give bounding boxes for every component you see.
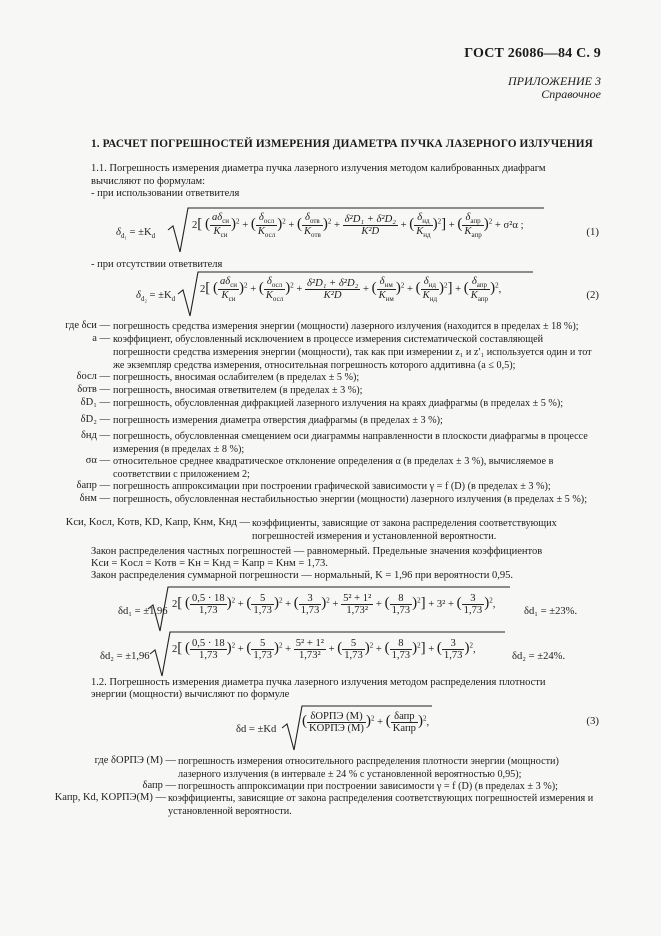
definition-term: Kси, Kосл, Kотв, KD, Kапр, Kнм, Kнд — bbox=[65, 517, 250, 528]
appendix-label bbox=[508, 75, 601, 101]
section-heading: 1. РАСЧЕТ ПОГРЕШНОСТЕЙ ИЗМЕРЕНИЯ ДИАМЕТРА ПУЧКА ЛАЗЕРНОГО ИЗЛУЧЕНИЯ bbox=[91, 138, 593, 150]
case-without-coupler: - при отсутствии ответвителя bbox=[91, 259, 223, 270]
definition-term: где δОРПЭ (М) — bbox=[94, 755, 176, 766]
law-line1: Закон распределения частных погрешностей — равномерный. Предельные значения коэффициентов bbox=[91, 546, 543, 557]
definition-term: σα — bbox=[85, 455, 110, 466]
num1-lhs: δd₁ = ±1,96 bbox=[118, 606, 168, 617]
eq2-lhs: $\delta_{d_2} = \pm K_d$ bbox=[136, 290, 176, 304]
eq3-number: (3) bbox=[586, 715, 599, 727]
definition-text: погрешность, обусловленная смещением оси диаграммы направленности в плоскости диафрагмы в процессе измерения (в пределах ± 8 %); bbox=[113, 431, 588, 455]
eq1-radical bbox=[168, 206, 172, 210]
definition-text: погрешность аппроксимации при построении зависимости γ = f (D) (в пределах ± 3 %); bbox=[178, 781, 558, 792]
definition-text: погрешность, обусловленная дифракцией лазерного излучения на краях диафрагмы (в пределах ± 5 %); bbox=[113, 398, 564, 409]
page-header: ГОСТ 26086—84 С. 9 bbox=[464, 46, 601, 61]
paragraph-1-2-line2: энергии (мощности) вычисляют по формуле bbox=[91, 689, 290, 700]
definition-text: погрешность аппроксимации при построении графической зависимости γ = f (D) (в пределах ± 3 %); bbox=[113, 481, 551, 492]
eq2-body: 2[ ( $\frac{a\delta_{си}}{K_{си}}$ )$^2$ + ( $\frac{\delta_{осл}}{K_{осл}}$ )$^2$ + $\frac{\text{δ²D₁ + δ²D₂}}{\text{K²D}}$ + ( $\frac{\delta_{нм}}{K_{нм}}$ )$^2$ + ( $\frac{\delta_{нд}}{K_{нд}}$ )$^2$] + ( $\frac{\delta_{апр}}{K_{апр}}$ )$^2$, bbox=[200, 276, 502, 304]
paragraph-1-1-line1: 1.1. Погрешность измерения диаметра пучка лазерного излучения методом калиброванных диафрагм bbox=[91, 163, 546, 174]
definition-term: где δси — bbox=[65, 320, 110, 331]
definition-text: коэффициенты, зависящие от закона распределения соответствующих погрешностей измерения и установленной вероятности. bbox=[168, 793, 594, 817]
eq3-radical bbox=[282, 704, 286, 708]
appendix-subtitle: Справочное bbox=[541, 87, 601, 101]
num1-radical bbox=[148, 585, 152, 589]
definition-text: коэффициенты, зависящие от закона распределения соответствующих погрешностей измерения и установленной вероятности. bbox=[252, 518, 557, 542]
eq2-radical bbox=[178, 270, 182, 274]
definition-text: погрешность измерения диаметра отверстия диафрагмы (в пределах ± 3 %); bbox=[113, 415, 443, 426]
paragraph-1-2-line1: 1.2. Погрешность измерения диаметра пучка лазерного излучения методом распределения плотности bbox=[91, 677, 546, 688]
definition-text: погрешность измерения относительного распределения плотности энергии (мощности) лазерного излучения (в интервале ± 24 % с установленной вероятностью 0,95); bbox=[178, 756, 559, 780]
definition-term: δотв — bbox=[77, 384, 110, 395]
num2-lhs: δd₂ = ±1,96 bbox=[100, 651, 150, 662]
definition-text: погрешность, вносимая ответвителем (в пределах ± 3 %); bbox=[113, 385, 363, 396]
num1-result: δd₁ = ±23%. bbox=[524, 606, 578, 617]
definition-term: δапр — bbox=[142, 780, 176, 791]
eq1-body: 2[ ( $\frac{a\delta_{си}}{K_{си}}$ )$^2$ + ( $\frac{\delta_{осл}}{K_{осл}}$ )$^2$ + ( $\frac{\delta_{отв}}{K_{отв}}$ )$^2$ + $\frac{\text{δ²D₁ + δ²D₂}}{\text{K²D}}$ + ( $\frac{\delta_{нд}}{K_{нд}}$ )$^2$] + ( $\frac{\delta_{апр}}{K_{апр}}$ )$^2$ + σ²α ; bbox=[192, 212, 524, 240]
definition-term: δD₂ — bbox=[80, 414, 110, 425]
eq2-number: (2) bbox=[586, 289, 599, 301]
num2-body: 2[ ( $\frac{0,5 \cdot 18}{1,73}$ )$^2$ + ( $\frac{5}{1,73}$ )$^2$ + $\frac{\text{5² + 1²}}{\text{1,73²}}$ + ( $\frac{5}{1,73}$ )$^2$ + ( $\frac{8}{1,73}$ )$^2$] + ( $\frac{3}{1,73}$ )$^2$, bbox=[172, 638, 476, 661]
law-line3: Закон распределения суммарной погрешности — нормальный, K = 1,96 при вероятности 0,95. bbox=[91, 570, 513, 581]
num2-radical bbox=[150, 630, 154, 634]
paragraph-1-1-line2: вычисляют по формулам: bbox=[91, 176, 206, 187]
appendix-title: ПРИЛОЖЕНИЕ 3 bbox=[508, 74, 601, 88]
eq1-number: (1) bbox=[586, 226, 599, 238]
definition-text: коэффициент, обусловленный исключением в процессе измерения систематической составляющей погрешности средства измерения энергии (мощности), так как при измерении z₁ и z′₁ используется один и тот же экземпляр средства измерения, относительная погрешность которого аддитивна (a ≤ 0,5); bbox=[113, 334, 592, 371]
definition-term: δнм — bbox=[79, 493, 110, 504]
definition-term: δнд — bbox=[80, 430, 110, 441]
definition-term: a — bbox=[92, 333, 110, 344]
definition-term: δапр — bbox=[76, 480, 110, 491]
definition-text: относительное среднее квадратическое отклонение определения α (в пределах ± 3 %), вычисляемое в соответствии с приложением 2; bbox=[113, 456, 554, 480]
definition-text: погрешность, вносимая ослабителем (в пределах ± 5 %); bbox=[113, 372, 360, 383]
case-with-coupler: - при использовании ответвителя bbox=[91, 188, 240, 199]
definition-text: погрешность средства измерения энергии (мощности) лазерного излучения (находится в пределах ± 18 %); bbox=[113, 321, 579, 332]
num2-result: δd₂ = ±24%. bbox=[512, 651, 566, 662]
eq1-lhs: $\delta_{d_1} = \pm K_d$ bbox=[116, 227, 156, 241]
definition-term: δосл — bbox=[76, 371, 110, 382]
law-line2: Kси = Kосл = Kотв = Kн = Kнд = Kапр = Kнм = 1,73. bbox=[91, 558, 328, 569]
definition-term: Kапр, Kd, KОРПЭ(М) — bbox=[54, 792, 166, 803]
num1-body: 2[ ( $\frac{0,5 \cdot 18}{1,73}$ )$^2$ + ( $\frac{5}{1,73}$ )$^2$ + ( $\frac{3}{1,73}$ )$^2$ + $\frac{\text{5² + 1²}}{\text{1,73²}}$ + ( $\frac{8}{1,73}$ )$^2$] + 3² + ( $\frac{3}{1,73}$ )$^2$, bbox=[172, 593, 496, 616]
eq3-body: ( $\frac{\text{δОРПЭ (М)}}{\text{KОРПЭ (М)}}$ )$^2$ + ( $\frac{\text{δапр}}{\text{Kапр}}$ )$^2$, bbox=[302, 711, 430, 734]
eq3-lhs: δd = ±Kd bbox=[236, 724, 277, 735]
definition-text: погрешность, обусловленная нестабильностью энергии (мощности) лазерного излучения (в пределах ± 5 %); bbox=[113, 494, 588, 505]
definition-term: δD₁ — bbox=[80, 397, 110, 408]
